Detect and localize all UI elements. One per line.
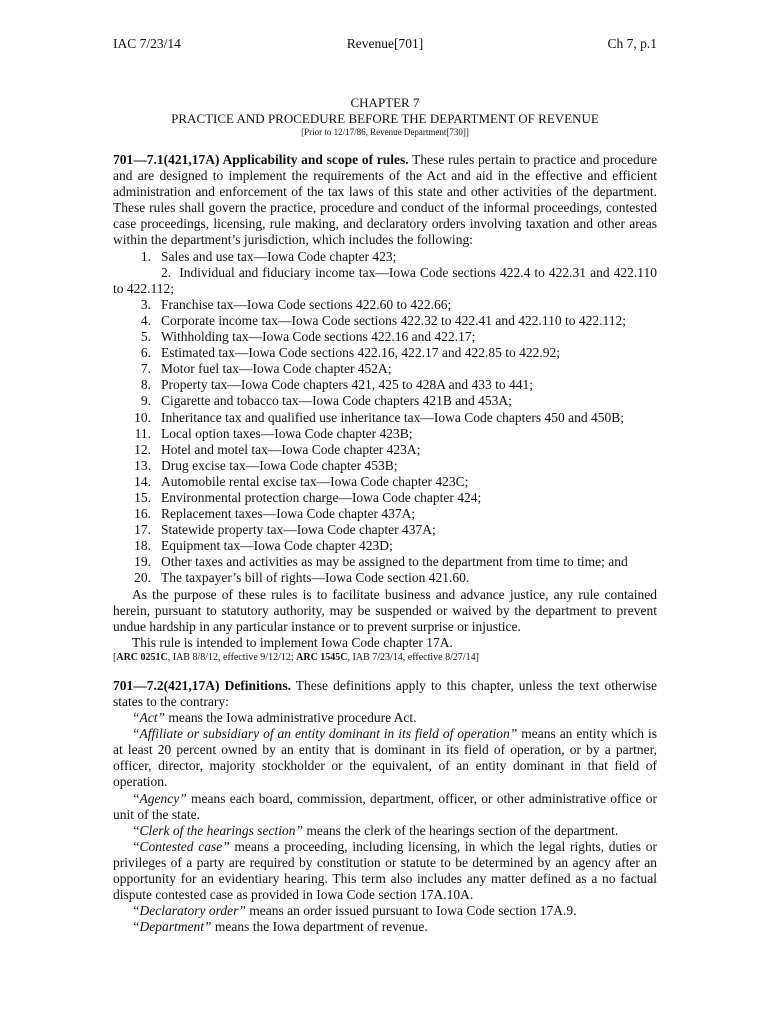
definition-term: “Contested case” xyxy=(132,838,230,854)
rule-7-1-intro: 701—7.1(421,17A) Applicability and scope of rules. These rules pertain to practice and procedure and are designed to implement the requirements of the Act and aid in the effective and efficient administration and enforcement of the tax laws of this state and other activities of the department. These rules shall govern the practice, procedure and conduct of the informal proceedings, contested case proceedings, licensing, rule making, and declaratory orders involving taxation and other areas within the department’s jurisdiction, which includes the following: xyxy=(113,152,657,248)
document-body xyxy=(113,152,657,935)
list-item: 5. Withholding tax—Iowa Code sections 422.16 and 422.17; xyxy=(140,329,476,345)
definition-item: “Affiliate or subsidiary of an entity dominant in its field of operation” means an entity which is at least 20 percent owned by an entity that is dominant in its field of operation, or by a partner, officer, director, majority stockholder or the equivalent, of an entity dominant in that field of operation. xyxy=(113,726,657,790)
definition-item: “Clerk of the hearings section” means the clerk of the hearings section of the department. xyxy=(132,822,619,838)
definition-item: “Agency” means each board, commission, department, officer, or other administrative office or unit of the state. xyxy=(113,790,657,822)
list-item: 11. Local option taxes—Iowa Code chapter 423B; xyxy=(134,425,413,441)
list-item: 6. Estimated tax—Iowa Code sections 422.16, 422.17 and 422.85 to 422.92; xyxy=(140,345,560,361)
list-item: 20. The taxpayer’s bill of rights—Iowa Code section 421.60. xyxy=(134,570,470,586)
list-item: 19. Other taxes and activities as may be assigned to the department from time to time; and xyxy=(134,554,628,570)
list-item: 7. Motor fuel tax—Iowa Code chapter 452A; xyxy=(140,361,392,377)
list-item: 13. Drug excise tax—Iowa Code chapter 453B; xyxy=(134,457,398,473)
definition-term: “Agency” xyxy=(132,790,187,806)
list-item: 10. Inheritance tax and qualified use inheritance tax—Iowa Code chapters 450 and 450B; xyxy=(134,409,624,425)
list-item: 16. Replacement taxes—Iowa Code chapter 437A; xyxy=(134,506,416,522)
definition-term: “Act” xyxy=(132,710,166,726)
list-item: 3. Franchise tax—Iowa Code sections 422.60 to 422.66; xyxy=(140,296,452,312)
header-code-date: IAC 7/23/14 xyxy=(113,36,181,51)
rule-7-2-intro: 701—7.2(421,17A) Definitions. These definitions apply to this chapter, unless the text otherwise states to the contrary: xyxy=(113,677,657,709)
definition-term: “Clerk of the hearings section” xyxy=(132,822,303,838)
rule-7-1-purpose: As the purpose of these rules is to facilitate business and advance justice, any rule contained herein, pursuant to statutory authority, may be suspended or waived by the department to prevent undue hardship in any particular instance or to prevent surprise or injustice. xyxy=(113,586,657,634)
list-item: 15. Environmental protection charge—Iowa Code chapter 424; xyxy=(134,489,482,505)
definition-term: “Department” xyxy=(132,919,212,935)
rule-7-1-source-note: [ARC 0251C, IAB 8/8/12, effective 9/12/12; ARC 1545C, IAB 7/23/14, effective 8/27/14] xyxy=(113,651,479,663)
definition-term: “Declaratory order” xyxy=(132,903,246,919)
chapter-prior-note: [Prior to 12/17/86, Revenue Department[730]] xyxy=(301,127,469,137)
list-item: 14. Automobile rental excise tax—Iowa Code chapter 423C; xyxy=(134,473,469,489)
definition-item: “Contested case” means a proceeding, including licensing, in which the legal rights, duties or privileges of a party are required by constitution or statute to be determined by an agency after an opportunity for an evidentiary hearing. This term also includes any matter defined as a no factual dispute contested case as provided in Iowa Code section 17A.10A. xyxy=(113,838,658,903)
list-item: 4. Corporate income tax—Iowa Code sections 422.32 to 422.41 and 422.110 to 422.112; xyxy=(140,312,627,328)
chapter-title: PRACTICE AND PROCEDURE BEFORE THE DEPARTMENT OF REVENUE xyxy=(171,111,599,126)
list-item: 8. Property tax—Iowa Code chapters 421, 425 to 428A and 433 to 441; xyxy=(140,377,533,393)
definition-item: “Act” means the Iowa administrative procedure Act. xyxy=(132,710,417,726)
rule-7-1-implement: This rule is intended to implement Iowa Code chapter 17A. xyxy=(132,634,453,650)
definition-term: “Affiliate or subsidiary of an entity dominant in its field of operation” xyxy=(132,726,518,742)
header-agency: Revenue[701] xyxy=(346,36,424,51)
list-item: 12. Hotel and motel tax—Iowa Code chapter 423A; xyxy=(134,441,421,457)
rule-7-1-heading: 701—7.1(421,17A) Applicability and scope of rules. xyxy=(113,152,409,167)
list-item: 9. Cigarette and tobacco tax—Iowa Code chapters 421B and 453A; xyxy=(140,393,512,409)
header-page-ref: Ch 7, p.1 xyxy=(607,36,657,51)
chapter-number: CHAPTER 7 xyxy=(350,95,420,110)
list-item: 17. Statewide property tax—Iowa Code chapter 437A; xyxy=(134,522,436,538)
definition-item: “Declaratory order” means an order issued pursuant to Iowa Code section 17A.9. xyxy=(132,903,577,919)
rule-7-2-heading: 701—7.2(421,17A) Definitions. xyxy=(113,677,291,693)
list-item: 2. Individual and fiduciary income tax—Iowa Code sections 422.4 to 422.31 and 422.110 to 422.112; xyxy=(113,264,657,296)
definition-item: “Department” means the Iowa department of revenue. xyxy=(132,919,428,935)
list-item: 18. Equipment tax—Iowa Code chapter 423D; xyxy=(134,538,393,554)
list-item: 1. Sales and use tax—Iowa Code chapter 423; xyxy=(140,248,397,264)
